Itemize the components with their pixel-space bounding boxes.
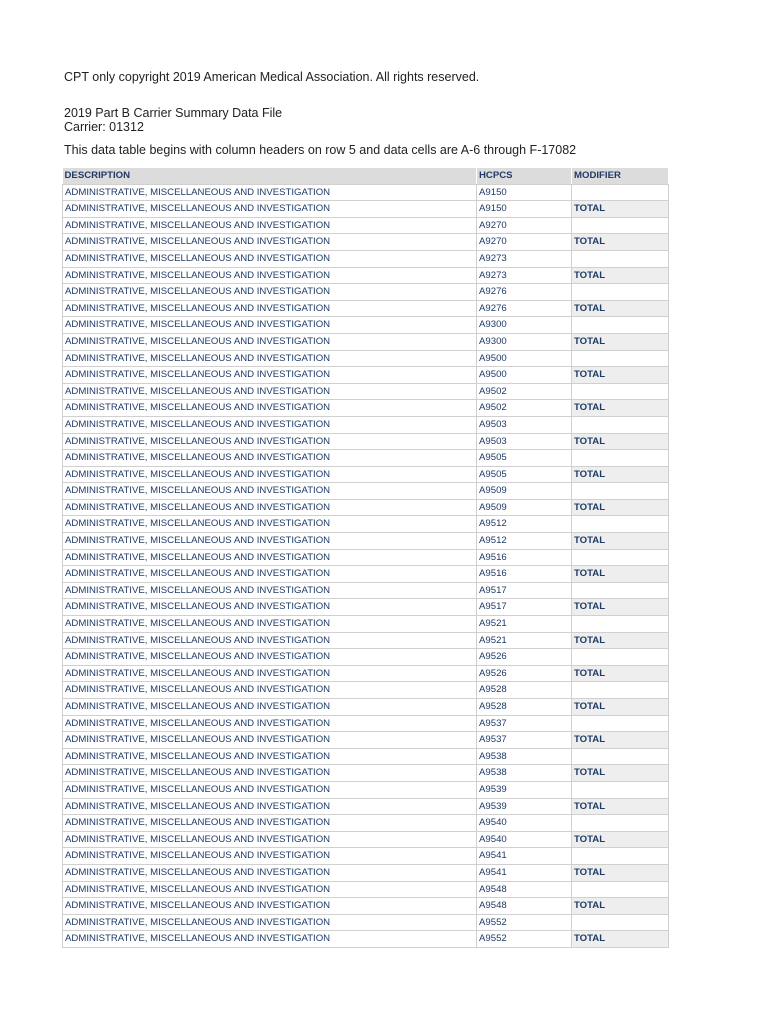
table-row — [63, 632, 669, 649]
table-row — [63, 699, 669, 716]
cell-modifier: TOTAL — [572, 798, 669, 815]
cell-description: ADMINISTRATIVE, MISCELLANEOUS AND INVESTIGATION — [63, 516, 477, 533]
cell-hcpcs: A9512 — [477, 516, 572, 533]
table-row — [63, 566, 669, 583]
cell-modifier: TOTAL — [572, 765, 669, 782]
cell-hcpcs: A9539 — [477, 798, 572, 815]
cell-hcpcs: A9516 — [477, 566, 572, 583]
cell-hcpcs: A9270 — [477, 217, 572, 234]
column-header-description: DESCRIPTION — [63, 168, 477, 184]
cell-hcpcs: A9270 — [477, 234, 572, 251]
cell-description: ADMINISTRATIVE, MISCELLANEOUS AND INVESTIGATION — [63, 250, 477, 267]
cell-description: ADMINISTRATIVE, MISCELLANEOUS AND INVESTIGATION — [63, 333, 477, 350]
cell-description: ADMINISTRATIVE, MISCELLANEOUS AND INVESTIGATION — [63, 400, 477, 417]
table-row — [63, 433, 669, 450]
cell-description: ADMINISTRATIVE, MISCELLANEOUS AND INVESTIGATION — [63, 184, 477, 201]
cell-hcpcs: A9500 — [477, 350, 572, 367]
table-row — [63, 267, 669, 284]
cell-description: ADMINISTRATIVE, MISCELLANEOUS AND INVESTIGATION — [63, 864, 477, 881]
cell-hcpcs: A9552 — [477, 914, 572, 931]
cell-modifier — [572, 350, 669, 367]
table-row — [63, 549, 669, 566]
table-row — [63, 400, 669, 417]
table-row — [63, 582, 669, 599]
table-row — [63, 466, 669, 483]
table-body — [63, 184, 669, 947]
cell-hcpcs: A9552 — [477, 931, 572, 948]
cell-hcpcs: A9503 — [477, 416, 572, 433]
table-row — [63, 317, 669, 334]
cell-description: ADMINISTRATIVE, MISCELLANEOUS AND INVESTIGATION — [63, 267, 477, 284]
cell-description: ADMINISTRATIVE, MISCELLANEOUS AND INVESTIGATION — [63, 367, 477, 384]
cell-description: ADMINISTRATIVE, MISCELLANEOUS AND INVESTIGATION — [63, 499, 477, 516]
cell-description: ADMINISTRATIVE, MISCELLANEOUS AND INVESTIGATION — [63, 665, 477, 682]
cell-modifier: TOTAL — [572, 665, 669, 682]
cell-modifier: TOTAL — [572, 433, 669, 450]
cell-hcpcs: A9517 — [477, 582, 572, 599]
cell-description: ADMINISTRATIVE, MISCELLANEOUS AND INVESTIGATION — [63, 781, 477, 798]
cell-modifier — [572, 715, 669, 732]
table-note: This data table begins with column headers on row 5 and data cells are A-6 through F-17082 — [64, 143, 577, 157]
cell-modifier: TOTAL — [572, 599, 669, 616]
table-row — [63, 748, 669, 765]
cell-description: ADMINISTRATIVE, MISCELLANEOUS AND INVESTIGATION — [63, 815, 477, 832]
cell-modifier — [572, 317, 669, 334]
cell-hcpcs: A9502 — [477, 383, 572, 400]
table-header-row — [63, 168, 669, 184]
cell-description: ADMINISTRATIVE, MISCELLANEOUS AND INVESTIGATION — [63, 284, 477, 301]
cell-modifier: TOTAL — [572, 732, 669, 749]
table-row — [63, 765, 669, 782]
cell-description: ADMINISTRATIVE, MISCELLANEOUS AND INVESTIGATION — [63, 616, 477, 633]
cell-description: ADMINISTRATIVE, MISCELLANEOUS AND INVESTIGATION — [63, 234, 477, 251]
carrier-id: Carrier: 01312 — [64, 120, 144, 134]
cell-hcpcs: A9503 — [477, 433, 572, 450]
cell-hcpcs: A9276 — [477, 284, 572, 301]
cell-description: ADMINISTRATIVE, MISCELLANEOUS AND INVESTIGATION — [63, 831, 477, 848]
cell-description: ADMINISTRATIVE, MISCELLANEOUS AND INVESTIGATION — [63, 466, 477, 483]
cell-description: ADMINISTRATIVE, MISCELLANEOUS AND INVESTIGATION — [63, 881, 477, 898]
cell-hcpcs: A9512 — [477, 533, 572, 550]
cell-modifier — [572, 815, 669, 832]
cell-modifier: TOTAL — [572, 533, 669, 550]
cell-description: ADMINISTRATIVE, MISCELLANEOUS AND INVESTIGATION — [63, 715, 477, 732]
cell-description: ADMINISTRATIVE, MISCELLANEOUS AND INVESTIGATION — [63, 682, 477, 699]
cell-modifier: TOTAL — [572, 831, 669, 848]
table-row — [63, 184, 669, 201]
cell-description: ADMINISTRATIVE, MISCELLANEOUS AND INVESTIGATION — [63, 632, 477, 649]
cell-modifier: TOTAL — [572, 898, 669, 915]
cell-description: ADMINISTRATIVE, MISCELLANEOUS AND INVESTIGATION — [63, 549, 477, 566]
cell-hcpcs: A9505 — [477, 450, 572, 467]
cell-description: ADMINISTRATIVE, MISCELLANEOUS AND INVESTIGATION — [63, 217, 477, 234]
table-row — [63, 649, 669, 666]
cell-description: ADMINISTRATIVE, MISCELLANEOUS AND INVESTIGATION — [63, 931, 477, 948]
cell-modifier — [572, 250, 669, 267]
table-row — [63, 350, 669, 367]
cell-description: ADMINISTRATIVE, MISCELLANEOUS AND INVESTIGATION — [63, 533, 477, 550]
cell-modifier — [572, 549, 669, 566]
cell-hcpcs: A9150 — [477, 184, 572, 201]
cell-description: ADMINISTRATIVE, MISCELLANEOUS AND INVESTIGATION — [63, 732, 477, 749]
cell-hcpcs: A9528 — [477, 699, 572, 716]
cell-description: ADMINISTRATIVE, MISCELLANEOUS AND INVESTIGATION — [63, 350, 477, 367]
table-row — [63, 898, 669, 915]
cell-hcpcs: A9521 — [477, 632, 572, 649]
cell-hcpcs: A9540 — [477, 831, 572, 848]
cell-hcpcs: A9541 — [477, 864, 572, 881]
cell-hcpcs: A9509 — [477, 499, 572, 516]
cell-description: ADMINISTRATIVE, MISCELLANEOUS AND INVESTIGATION — [63, 450, 477, 467]
table-row — [63, 450, 669, 467]
cell-description: ADMINISTRATIVE, MISCELLANEOUS AND INVESTIGATION — [63, 599, 477, 616]
cell-modifier: TOTAL — [572, 566, 669, 583]
table-row — [63, 499, 669, 516]
table-row — [63, 367, 669, 384]
cell-hcpcs: A9537 — [477, 715, 572, 732]
cell-hcpcs: A9502 — [477, 400, 572, 417]
cell-hcpcs: A9541 — [477, 848, 572, 865]
cell-modifier — [572, 748, 669, 765]
cell-hcpcs: A9528 — [477, 682, 572, 699]
cell-modifier: TOTAL — [572, 499, 669, 516]
cell-description: ADMINISTRATIVE, MISCELLANEOUS AND INVESTIGATION — [63, 317, 477, 334]
table-row — [63, 616, 669, 633]
cell-modifier: TOTAL — [572, 466, 669, 483]
table-row — [63, 848, 669, 865]
cell-modifier — [572, 881, 669, 898]
cell-hcpcs: A9538 — [477, 765, 572, 782]
table-row — [63, 931, 669, 948]
table-row — [63, 781, 669, 798]
cell-modifier: TOTAL — [572, 201, 669, 218]
cell-hcpcs: A9526 — [477, 649, 572, 666]
table-row — [63, 300, 669, 317]
cell-description: ADMINISTRATIVE, MISCELLANEOUS AND INVESTIGATION — [63, 433, 477, 450]
table-row — [63, 234, 669, 251]
cell-hcpcs: A9276 — [477, 300, 572, 317]
table-row — [63, 383, 669, 400]
table-row — [63, 881, 669, 898]
cell-description: ADMINISTRATIVE, MISCELLANEOUS AND INVESTIGATION — [63, 483, 477, 500]
cell-hcpcs: A9505 — [477, 466, 572, 483]
cell-hcpcs: A9540 — [477, 815, 572, 832]
copyright-notice: CPT only copyright 2019 American Medical Association. All rights reserved. — [64, 70, 480, 84]
cell-description: ADMINISTRATIVE, MISCELLANEOUS AND INVESTIGATION — [63, 848, 477, 865]
table-row — [63, 416, 669, 433]
cell-hcpcs: A9539 — [477, 781, 572, 798]
cell-hcpcs: A9548 — [477, 881, 572, 898]
cell-hcpcs: A9273 — [477, 267, 572, 284]
cell-modifier — [572, 416, 669, 433]
cell-description: ADMINISTRATIVE, MISCELLANEOUS AND INVESTIGATION — [63, 649, 477, 666]
cell-hcpcs: A9500 — [477, 367, 572, 384]
table-row — [63, 665, 669, 682]
table-row — [63, 333, 669, 350]
cell-description: ADMINISTRATIVE, MISCELLANEOUS AND INVESTIGATION — [63, 798, 477, 815]
cell-description: ADMINISTRATIVE, MISCELLANEOUS AND INVESTIGATION — [63, 699, 477, 716]
cell-modifier — [572, 383, 669, 400]
cell-hcpcs: A9517 — [477, 599, 572, 616]
table-row — [63, 483, 669, 500]
column-header-hcpcs: HCPCS — [477, 168, 572, 184]
cell-description: ADMINISTRATIVE, MISCELLANEOUS AND INVESTIGATION — [63, 765, 477, 782]
table-row — [63, 732, 669, 749]
cell-modifier: TOTAL — [572, 267, 669, 284]
cell-modifier — [572, 848, 669, 865]
cell-description: ADMINISTRATIVE, MISCELLANEOUS AND INVESTIGATION — [63, 566, 477, 583]
cell-modifier: TOTAL — [572, 699, 669, 716]
cell-description: ADMINISTRATIVE, MISCELLANEOUS AND INVESTIGATION — [63, 914, 477, 931]
cell-description: ADMINISTRATIVE, MISCELLANEOUS AND INVESTIGATION — [63, 201, 477, 218]
table-row — [63, 914, 669, 931]
cell-hcpcs: A9526 — [477, 665, 572, 682]
cell-hcpcs: A9300 — [477, 333, 572, 350]
table-row — [63, 682, 669, 699]
cell-hcpcs: A9537 — [477, 732, 572, 749]
cell-hcpcs: A9150 — [477, 201, 572, 218]
cell-modifier: TOTAL — [572, 300, 669, 317]
cell-description: ADMINISTRATIVE, MISCELLANEOUS AND INVESTIGATION — [63, 416, 477, 433]
cell-modifier: TOTAL — [572, 234, 669, 251]
table-row — [63, 831, 669, 848]
cell-modifier — [572, 450, 669, 467]
table-row — [63, 715, 669, 732]
table-row — [63, 533, 669, 550]
column-header-modifier: MODIFIER — [572, 168, 669, 184]
cell-modifier — [572, 914, 669, 931]
cell-hcpcs: A9548 — [477, 898, 572, 915]
cell-modifier: TOTAL — [572, 333, 669, 350]
data-table — [62, 168, 669, 948]
cell-modifier — [572, 682, 669, 699]
table-row — [63, 284, 669, 301]
cell-description: ADMINISTRATIVE, MISCELLANEOUS AND INVESTIGATION — [63, 582, 477, 599]
file-title: 2019 Part B Carrier Summary Data File — [64, 106, 283, 120]
cell-modifier — [572, 616, 669, 633]
cell-hcpcs: A9273 — [477, 250, 572, 267]
cell-modifier: TOTAL — [572, 931, 669, 948]
cell-hcpcs: A9538 — [477, 748, 572, 765]
cell-modifier — [572, 217, 669, 234]
cell-description: ADMINISTRATIVE, MISCELLANEOUS AND INVESTIGATION — [63, 300, 477, 317]
table-row — [63, 815, 669, 832]
table-row — [63, 798, 669, 815]
cell-description: ADMINISTRATIVE, MISCELLANEOUS AND INVESTIGATION — [63, 898, 477, 915]
cell-modifier — [572, 781, 669, 798]
cell-modifier: TOTAL — [572, 400, 669, 417]
cell-modifier — [572, 483, 669, 500]
cell-modifier — [572, 516, 669, 533]
cell-modifier — [572, 284, 669, 301]
cell-hcpcs: A9516 — [477, 549, 572, 566]
cell-modifier: TOTAL — [572, 367, 669, 384]
cell-hcpcs: A9509 — [477, 483, 572, 500]
cell-modifier — [572, 649, 669, 666]
cell-hcpcs: A9521 — [477, 616, 572, 633]
cell-description: ADMINISTRATIVE, MISCELLANEOUS AND INVESTIGATION — [63, 383, 477, 400]
cell-description: ADMINISTRATIVE, MISCELLANEOUS AND INVESTIGATION — [63, 748, 477, 765]
table-row — [63, 250, 669, 267]
cell-modifier: TOTAL — [572, 632, 669, 649]
table-row — [63, 516, 669, 533]
table-row — [63, 201, 669, 218]
table-row — [63, 599, 669, 616]
cell-modifier: TOTAL — [572, 864, 669, 881]
cell-hcpcs: A9300 — [477, 317, 572, 334]
cell-modifier — [572, 582, 669, 599]
table-row — [63, 217, 669, 234]
cell-modifier — [572, 184, 669, 201]
table-row — [63, 864, 669, 881]
